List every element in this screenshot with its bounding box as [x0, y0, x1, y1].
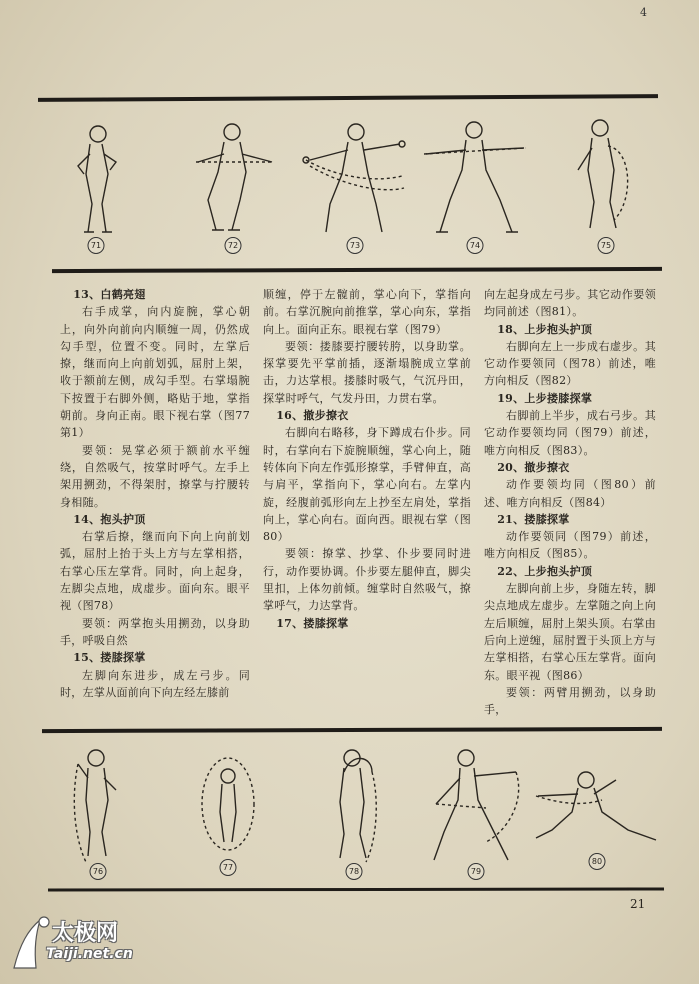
figure-72-illustration	[188, 114, 278, 254]
paragraph: 向左起身成左弓步。其它动作要领均同前述（图81）。	[484, 288, 656, 319]
bottom-rule-lower	[48, 887, 664, 891]
paragraph: 右脚前上半步，成右弓步。其它动作要领均同（图79）前述，唯方向相反（图83）。	[484, 409, 656, 457]
section-heading: 17、搂膝探掌	[276, 616, 349, 630]
figure-number: 72	[225, 237, 242, 254]
paragraph: 右脚向右略移，身下蹲成右仆步。同时，右掌向右下旋腕顺缠，掌心向上，随转体向下向左作弧形撩掌，手臂伸直，高与肩平，掌指向下，掌心向右。左掌内旋，经腹前弧形向左上抄至左肩处，掌指向上，掌心向右。面向西。眼视右掌（图80）	[263, 426, 471, 544]
figure-78	[322, 742, 386, 880]
top-rule-lower	[52, 267, 662, 273]
paragraph: 要领：晃掌必须于额前水平缠绕，自然吸气，按掌时呼气。左手上架用搠劲，不得架肘，撩掌与拧腰转身相随。	[60, 443, 250, 509]
paragraph: 要领：两掌抱头用搠劲，以身助手，呼吸自然	[60, 616, 250, 647]
taiji-figure-icon	[6, 914, 56, 972]
paragraph: 要领：两臂用搠劲，以身助手，	[484, 685, 656, 717]
figure-79-illustration	[426, 742, 526, 880]
paragraph: 右手成掌，向内旋腕，掌心朝上，向外向前向内顺缠一周，仍然成勾手型，位置不变。同时，左掌后撩，继而向上向前划弧，屈肘上架，收于额前左侧，成勾手型。右掌塌腕下按置于右脚外侧，略贴于地，掌指朝前。身向正南。眼下视右掌（图77第1）	[60, 305, 250, 440]
text-column-2	[263, 286, 471, 632]
page-number: 21	[630, 897, 646, 911]
figure-77	[196, 746, 260, 876]
figure-71	[66, 114, 126, 254]
text-column-1	[60, 286, 250, 701]
section-heading: 18、上步抱头护顶	[497, 322, 593, 336]
figure-72	[188, 114, 278, 254]
figure-76-illustration	[66, 742, 130, 880]
figure-74	[420, 114, 530, 254]
figure-76	[66, 742, 130, 880]
figure-number: 71	[88, 237, 105, 254]
paragraph: 右掌后撩，继而向下向上向前划弧，屈肘上抬于头上方与左掌相搭，右掌心压左掌背。同时，向上起身，左脚尖点地，成虚步。面向东。眼平视（图78）	[60, 530, 250, 613]
section-heading: 14、抱头护顶	[73, 512, 146, 526]
figure-number: 74	[467, 237, 484, 254]
paragraph: 左脚向东进步，成左弓步。同时，左掌从面前向下向左经左膝前	[60, 668, 250, 699]
section-heading: 16、撤步撩衣	[276, 409, 349, 423]
section-heading: 15、搂膝探掌	[73, 651, 146, 665]
figure-75-illustration	[574, 110, 638, 254]
section-heading: 13、白鹤亮翅	[73, 288, 146, 301]
logo-name: 太极网	[52, 921, 119, 946]
section-heading: 22、上步抱头护顶	[497, 564, 593, 578]
figure-73-illustration	[300, 114, 410, 254]
section-heading: 20、撤步撩衣	[497, 460, 570, 474]
section-heading: 19、上步搂膝探掌	[497, 391, 593, 405]
figure-75	[574, 110, 638, 254]
paragraph: 要领：搂膝要拧腰转胯，以身助掌。探掌要先平掌前插，逐渐塌腕成立掌前击，力达掌根。搂膝时吸气，气沉丹田，探掌时呼气，气发丹田，力贯右掌。	[263, 339, 471, 405]
figure-row-top	[0, 104, 699, 264]
paragraph: 要领：撩掌、抄掌、仆步要同时进行，动作要协调。仆步要左腿伸直，脚尖里扣，上体勿前倾。缠掌时自然吸气，撩掌呼气，力达掌背。	[263, 547, 471, 613]
paragraph: 顺缠，停于左髋前，掌心向下，掌指向前。右掌沉腕向前推掌，掌心向东，掌指向上。面向正东。眼视右掌（图79）	[263, 288, 471, 336]
figure-row-bottom	[0, 736, 699, 884]
figure-number: 79	[468, 863, 485, 880]
paragraph: 动作要领均同（图80）前述、唯方向相反（图84）	[484, 478, 656, 509]
site-logo	[6, 914, 166, 972]
figure-78-illustration	[322, 742, 386, 880]
paragraph: 右脚向左上一步成右虚步。其它动作要领同（图78）前述，唯方向相反（图82）	[484, 339, 656, 388]
text-column-3	[484, 286, 656, 718]
figure-74-illustration	[420, 114, 530, 254]
corner-mark: 4	[640, 6, 647, 19]
section-heading: 21、搂膝探掌	[497, 512, 570, 526]
bottom-rule-upper	[42, 727, 662, 733]
figure-71-illustration	[66, 114, 126, 254]
paragraph: 左脚向前上步，身随左转，脚尖点地成左虚步。左掌随之向上向左后顺缠，屈肘上架头顶。右掌由后向上逆缠，屈肘置于头顶上方与左掌相搭，右掌心压左掌背。面向东。眼平视（图86）	[484, 582, 656, 682]
figure-number: 73	[347, 237, 364, 254]
figure-79	[426, 742, 526, 880]
top-rule-upper	[38, 94, 658, 102]
paragraph: 动作要领同（图79）前述，唯方向相反（图85）。	[484, 530, 656, 561]
figure-77-illustration	[196, 746, 260, 876]
figure-number: 76	[90, 863, 107, 880]
logo-url: Taiji.net.cn	[46, 946, 133, 962]
figure-number: 77	[220, 859, 237, 876]
figure-number: 75	[598, 237, 615, 254]
figure-number: 78	[346, 863, 363, 880]
figure-80	[532, 760, 662, 870]
figure-73	[300, 114, 410, 254]
figure-number: 80	[589, 853, 606, 870]
